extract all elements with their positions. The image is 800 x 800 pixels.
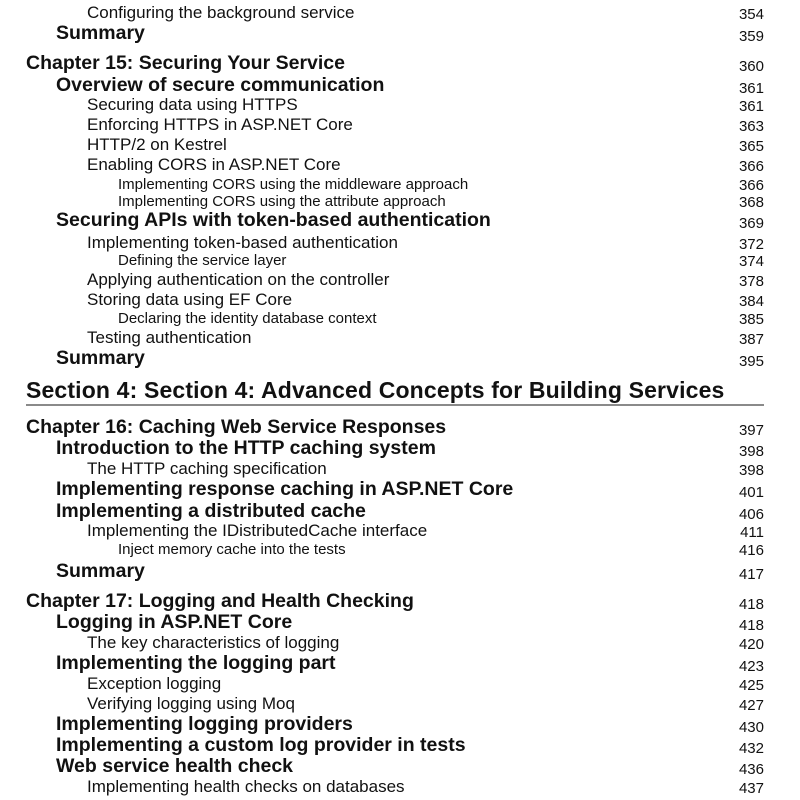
chapter-entry <box>0 54 800 76</box>
entry-title: Implementing the IDistributedCache interface <box>87 521 428 540</box>
page-number: 368 <box>738 194 764 211</box>
entry-title: Defining the service layer <box>118 252 287 269</box>
entry-title: Exception logging <box>87 674 222 693</box>
page-number: 378 <box>738 273 764 290</box>
page-number: 420 <box>738 636 764 653</box>
toc-entry <box>0 778 800 800</box>
toc-entry <box>0 654 800 676</box>
entry-title: Implementing CORS using the middleware approach <box>118 176 469 193</box>
page-number: 423 <box>738 658 764 675</box>
toc-entry <box>0 562 800 584</box>
page-number: 354 <box>738 6 764 23</box>
toc-entry <box>0 24 800 46</box>
page-number: 372 <box>738 236 764 253</box>
entry-title: Summary <box>56 560 145 582</box>
page-number: 398 <box>738 462 764 479</box>
page-number: 432 <box>738 740 764 757</box>
page-number: 418 <box>738 617 764 634</box>
page-number: 361 <box>738 80 764 97</box>
entry-title: Securing APIs with token-based authentication <box>56 209 491 231</box>
entry-title: Enforcing HTTPS in ASP.NET Core <box>87 115 353 134</box>
entry-title: Testing authentication <box>87 328 252 347</box>
entry-title: Securing data using HTTPS <box>87 95 298 114</box>
entry-title: Applying authentication on the controller <box>87 270 390 289</box>
toc-entry <box>0 439 800 461</box>
section-divider <box>26 404 764 406</box>
entry-title: Implementing logging providers <box>56 713 353 735</box>
toc-entry <box>0 480 800 502</box>
toc-entry <box>0 156 800 178</box>
entry-title: HTTP/2 on Kestrel <box>87 135 227 154</box>
entry-title: Enabling CORS in ASP.NET Core <box>87 155 341 174</box>
entry-title: Verifying logging using Moq <box>87 694 295 713</box>
page-number: 366 <box>738 177 764 194</box>
page-number: 365 <box>738 138 764 155</box>
entry-title: Chapter 17: Logging and Health Checking <box>26 590 414 612</box>
entry-title: Configuring the background service <box>87 3 355 22</box>
page-number: 369 <box>738 215 764 232</box>
toc-entry <box>0 613 800 635</box>
page-number: 363 <box>738 118 764 135</box>
entry-title: The key characteristics of logging <box>87 633 340 652</box>
entry-title: Implementing the logging part <box>56 652 336 674</box>
page-number: 425 <box>738 677 764 694</box>
entry-title: Summary <box>56 22 145 44</box>
toc-entry <box>0 757 800 779</box>
page-number: 411 <box>740 524 764 541</box>
page-number: 359 <box>738 28 764 45</box>
page-number: 384 <box>738 293 764 310</box>
page-number: 430 <box>738 719 764 736</box>
entry-title: Storing data using EF Core <box>87 290 293 309</box>
page-number: 374 <box>738 253 764 270</box>
entry-title: Web service health check <box>56 755 294 777</box>
toc-entry <box>0 349 800 371</box>
entry-title: Implementing health checks on databases <box>87 777 405 796</box>
entry-title: Implementing response caching in ASP.NET Core <box>56 478 514 500</box>
page-number: 417 <box>738 566 764 583</box>
entry-title: Chapter 16: Caching Web Service Responses <box>26 416 447 438</box>
entry-title: Inject memory cache into the tests <box>118 541 346 558</box>
entry-title: Declaring the identity database context <box>118 310 377 327</box>
entry-title: Section 4: Section 4: Advanced Concepts for Building Services <box>26 377 725 403</box>
page-number: 397 <box>738 422 764 439</box>
page-number: 366 <box>738 158 764 175</box>
section-heading <box>0 379 800 401</box>
page-number: 387 <box>738 331 764 348</box>
page-number: 436 <box>738 761 764 778</box>
page-number: 427 <box>738 697 764 714</box>
toc-entry <box>0 211 800 233</box>
entry-title: Logging in ASP.NET Core <box>56 611 293 633</box>
page-number: 360 <box>738 58 764 75</box>
page-number: 406 <box>738 506 764 523</box>
entry-title: Implementing a custom log provider in tests <box>56 734 466 756</box>
entry-title: Chapter 15: Securing Your Service <box>26 52 345 74</box>
entry-title: Implementing token-based authentication <box>87 233 398 252</box>
page-number: 437 <box>738 780 764 797</box>
entry-title: Overview of secure communication <box>56 74 385 96</box>
page-number: 361 <box>738 98 764 115</box>
page-number: 416 <box>738 542 764 559</box>
page-number: 401 <box>738 484 764 501</box>
entry-title: Introduction to the HTTP caching system <box>56 437 436 459</box>
page-number: 398 <box>738 443 764 460</box>
entry-title: Implementing a distributed cache <box>56 500 366 522</box>
page-number: 385 <box>738 311 764 328</box>
entry-title: Implementing CORS using the attribute approach <box>118 193 446 210</box>
entry-title: The HTTP caching specification <box>87 459 327 478</box>
page-number: 395 <box>738 353 764 370</box>
page-number: 418 <box>738 596 764 613</box>
entry-title: Summary <box>56 347 145 369</box>
